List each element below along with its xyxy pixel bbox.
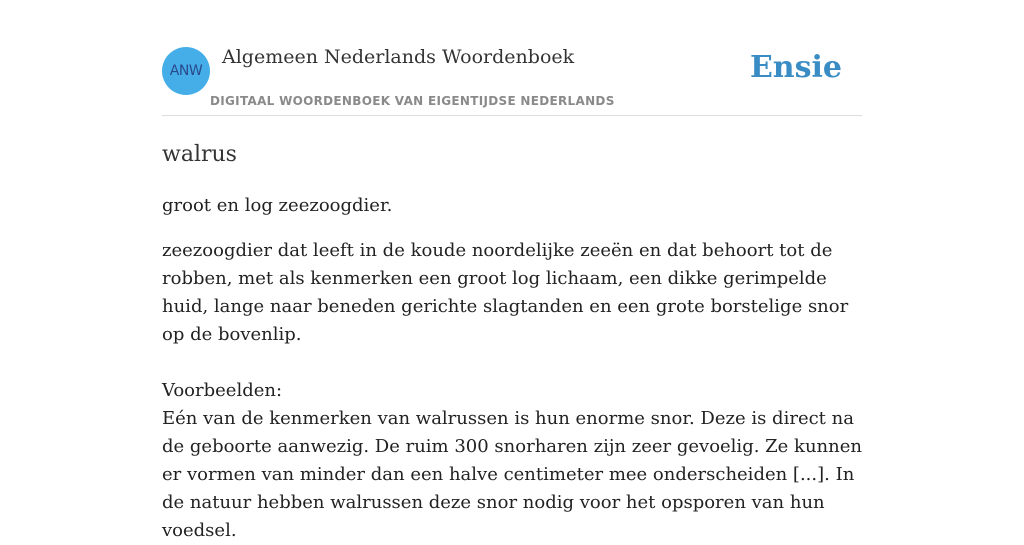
ensie-brand-link[interactable]: Ensie [749, 50, 842, 85]
examples-label: Voorbeelden: [162, 380, 283, 401]
long-definition: zeezoogdier dat leeft in de koude noordelijke zeeën en dat behoort tot de robben, met als kenmerken een groot log lichaam, een dikke gerimpelde huid, lange naar beneden gerichte slagtanden en een grote borstelige snor op de bovenlip. [162, 240, 849, 345]
short-definition: groot en log zeezoogdier. [162, 195, 393, 216]
site-title[interactable]: Algemeen Nederlands Woordenboek [222, 46, 575, 68]
page [162, 0, 862, 541]
logo-text: ANW [169, 63, 203, 79]
header [162, 0, 862, 116]
anw-logo[interactable] [162, 47, 210, 95]
example-text: Eén van de kenmerken van walrussen is hun enorme snor. Deze is direct na de geboorte aanwezig. De ruim 300 snorharen zijn zeer gevoelig. Ze kunnen er vormen van minder dan een halve centimeter mee onderscheiden [...]. In de natuur hebben walrussen deze snor nodig voor het opsporen van hun voedsel. [162, 408, 862, 541]
site-subtitle: DIGITAAL WOORDENBOEK VAN EIGENTIJDSE NEDERLANDS [210, 94, 615, 108]
headword: walrus [162, 142, 237, 167]
